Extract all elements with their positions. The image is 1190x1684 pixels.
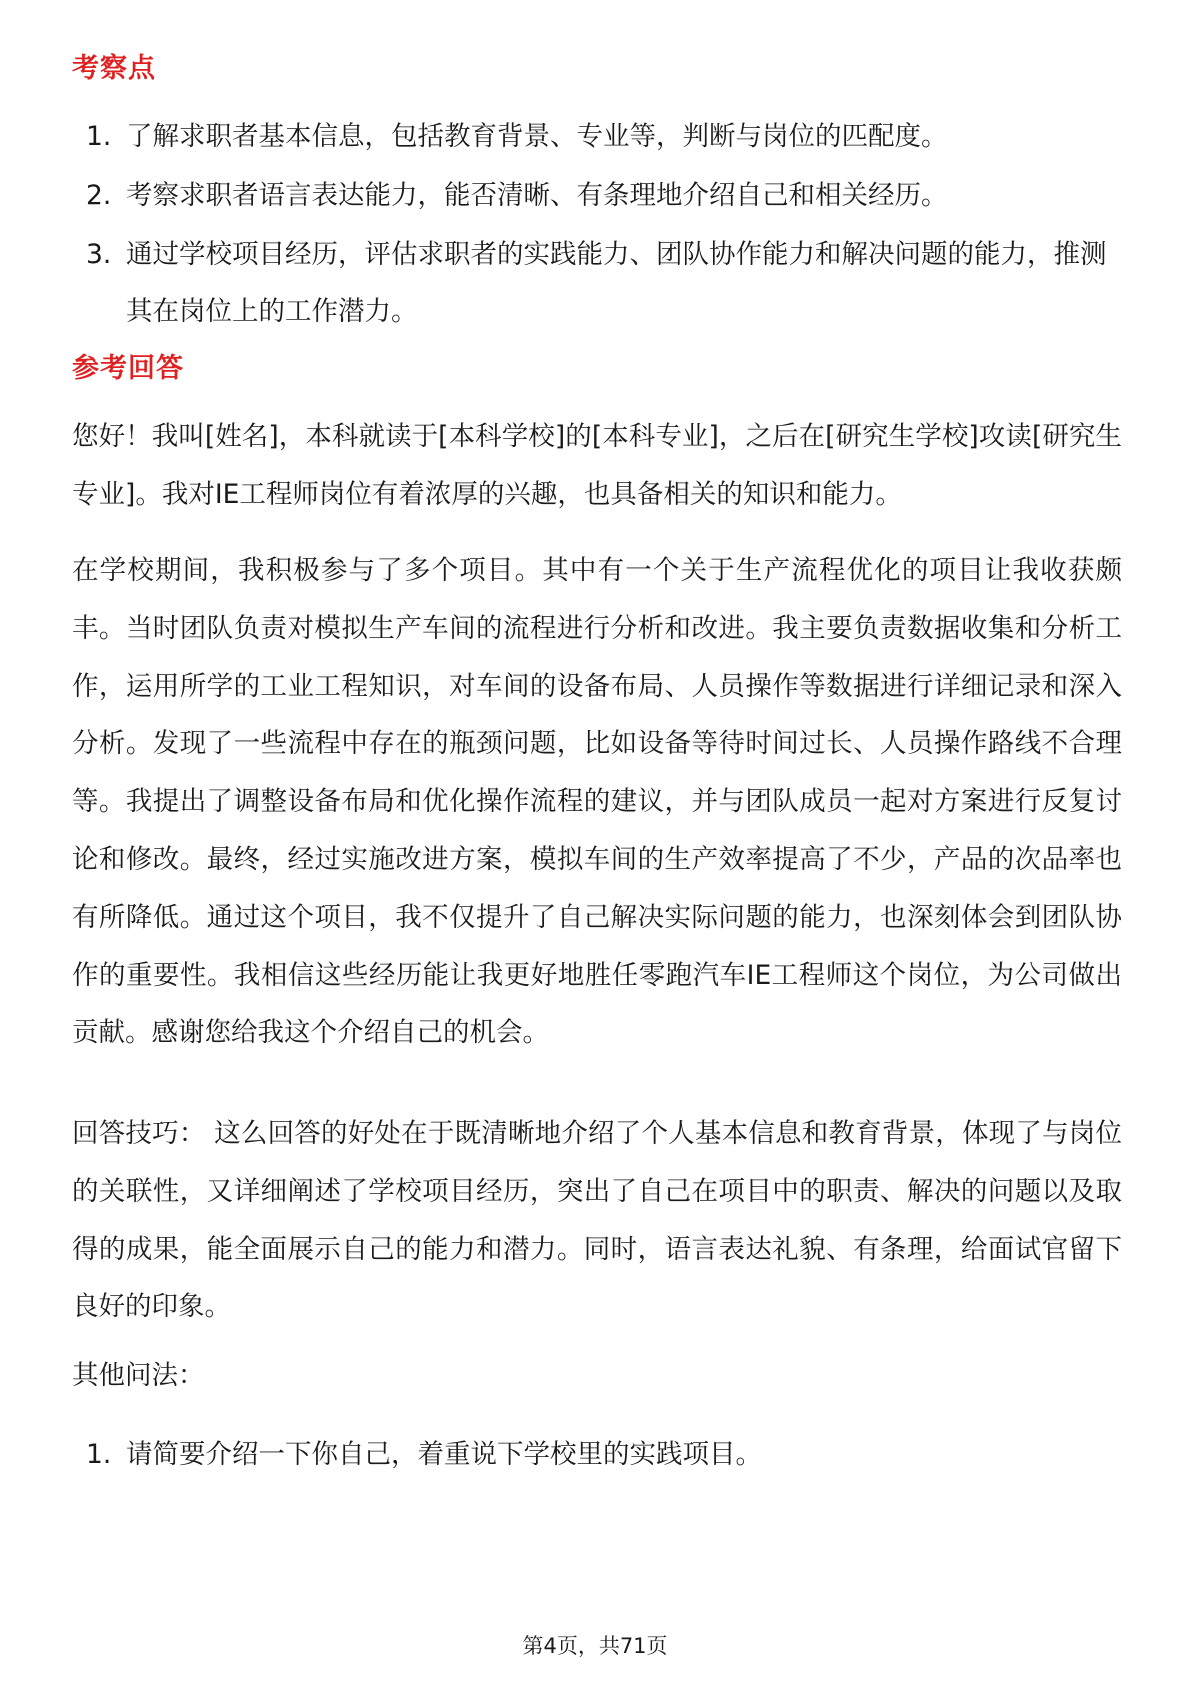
answer-intro-paragraph: 您好！我叫[姓名]，本科就读于[本科学校]的[本科专业]，之后在[研究生学校]攻读[研究生专业]。我对IE工程师岗位有着浓厚的兴趣，也具备相关的知识和能力。 — [72, 421, 1122, 510]
list-item — [72, 226, 1122, 340]
list-item-number: 1. — [86, 1439, 112, 1470]
list-item-text: 考察求职者语言表达能力，能否清晰、有条理地介绍自己和相关经历。 — [126, 180, 948, 211]
list-item-text: 请简要介绍一下你自己，着重说下学校里的实践项目。 — [126, 1439, 762, 1470]
list-item — [72, 167, 1122, 224]
list-item-number: 2. — [86, 180, 112, 211]
other-questions-list — [72, 1426, 1122, 1485]
list-item-number: 1. — [86, 121, 112, 152]
section-heading-kaochadian: 考察点 — [72, 53, 156, 84]
list-item — [72, 1426, 1122, 1483]
kaochadian-list — [72, 108, 1122, 342]
answer-project-paragraph: 在学校期间，我积极参与了多个项目。其中有一个关于生产流程优化的项目让我收获颇丰。当时团队负责对模拟生产车间的流程进行分析和改进。我主要负责数据收集和分析工作，运用所学的工业工程知识，对车间的设备布局、人员操作等数据进行详细记录和深入分析。发现了一些流程中存在的瓶颈问题，比如设备等待时间过长、人员操作路线不合理等。我提出了调整设备布局和优化操作流程的建议，并与团队成员一起对方案进行反复讨论和修改。最终，经过实施改进方案，模拟车间的生产效率提高了不少，产品的次品率也有所降低。通过这个项目，我不仅提升了自己解决实际问题的能力，也深刻体会到团队协作的重要性。我相信这些经历能让我更好地胜任零跑汽车IE工程师这个岗位，为公司做出贡献。感谢您给我这个介绍自己的机会。 — [72, 555, 1122, 1049]
list-item-text: 通过学校项目经历，评估求职者的实践能力、团队协作能力和解决问题的能力，推测其在岗位上的工作潜力。 — [126, 239, 1107, 327]
other-questions-label: 其他问法： — [72, 1360, 205, 1391]
list-item — [72, 108, 1122, 165]
list-item-text: 了解求职者基本信息，包括教育背景、专业等，判断与岗位的匹配度。 — [126, 121, 948, 152]
page-number-footer: 第4页，共71页 — [522, 1634, 668, 1658]
answer-tips-paragraph: 回答技巧： 这么回答的好处在于既清晰地介绍了个人基本信息和教育背景，体现了与岗位的关联性，又详细阐述了学校项目经历，突出了自己在项目中的职责、解决的问题以及取得的成果，能全面展示自己的能力和潜力。同时，语言表达礼貌、有条理，给面试官留下良好的印象。 — [72, 1118, 1122, 1323]
list-item-number: 3. — [86, 239, 112, 270]
section-heading-cankao: 参考回答 — [72, 353, 184, 384]
